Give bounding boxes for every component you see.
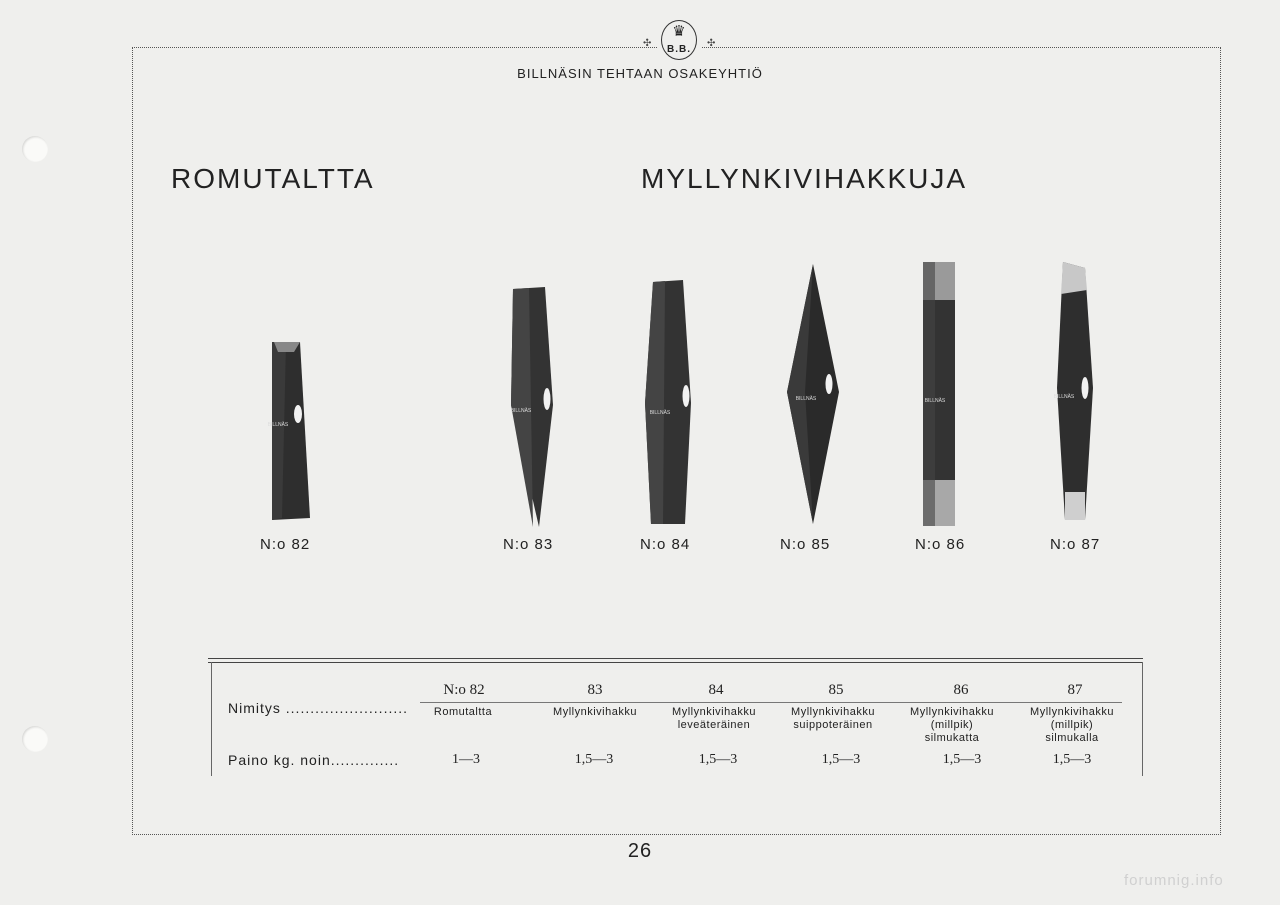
col-number-83: 83 [587,682,603,698]
table-rule-top [208,658,1143,659]
company-name: BILLNÄSIN TEHTAAN OSAKEYHTIÖ [517,66,763,81]
tool-87-stamp: BILLNÄS [1053,394,1075,400]
tool-86-stamp: BILLNÄS [924,398,946,404]
table-rule-right [1142,662,1143,776]
col-name-82: Romutaltta [433,706,493,718]
heading-romutaltta: ROMUTALTTA [171,163,375,194]
company-logo [657,18,701,62]
watermark: forumnig.info [1124,872,1224,889]
tool-83-stamp: BILLNÄS [510,408,532,414]
col-weight-85: 1,5—3 [821,752,861,767]
col-number-82: N:o 82 [443,682,485,698]
tool-84-illustration [643,278,695,528]
col-name-83: Myllynkivihakku [553,706,637,718]
tool-84-stamp: BILLNÄS [649,410,671,416]
logo-dot-left: ✣ [643,38,652,49]
col-number-85: 85 [828,682,844,698]
col-weight-82: 1—3 [452,752,480,767]
logo-dot-right: ✣ [707,38,716,49]
tool-86-illustration [920,258,958,530]
col-name-85: Myllynkivihakku suippoteräinen [791,706,875,731]
tool-label-87: N:o 87 [1050,536,1101,553]
punch-hole-bottom [22,726,48,752]
row-label-nimitys: Nimitys ......................... [228,700,409,716]
tool-label-84: N:o 84 [640,536,691,553]
col-weight-86: 1,5—3 [942,752,982,767]
tool-82-stamp: BILLNÄS [267,422,289,428]
table-rule-top-inner [208,662,1143,663]
tool-87-illustration [1055,258,1097,526]
crown-icon: ♛ [672,23,686,40]
tool-label-82: N:o 82 [260,536,311,553]
punch-hole-top [22,136,48,162]
tool-85-stamp: BILLNÄS [795,396,817,402]
col-name-84: Myllynkivihakku leveäteräinen [672,706,756,731]
col-name-86: Myllynkivihakku (millpik) silmukatta [910,706,994,744]
tool-82-illustration [260,338,312,524]
tool-85-illustration [785,262,841,528]
logo-monogram: B.B. [667,44,691,55]
tool-label-86: N:o 86 [915,536,966,553]
page-number: 26 [627,840,653,862]
col-weight-87: 1,5—3 [1052,752,1092,767]
col-name-87: Myllynkivihakku (millpik) silmukalla [1030,706,1114,744]
table-rule-left [211,662,212,776]
heading-myllynkivihakkuja: MYLLYNKIVIHAKKUJA [641,163,968,194]
tool-label-83: N:o 83 [503,536,554,553]
col-weight-83: 1,5—3 [574,752,614,767]
row-label-paino: Paino kg. noin.............. [228,752,400,768]
table-header-underline [420,702,1122,703]
col-weight-84: 1,5—3 [698,752,738,767]
col-number-87: 87 [1067,682,1083,698]
col-number-86: 86 [953,682,969,698]
col-number-84: 84 [708,682,724,698]
tool-label-85: N:o 85 [780,536,831,553]
spec-table [208,658,1143,776]
